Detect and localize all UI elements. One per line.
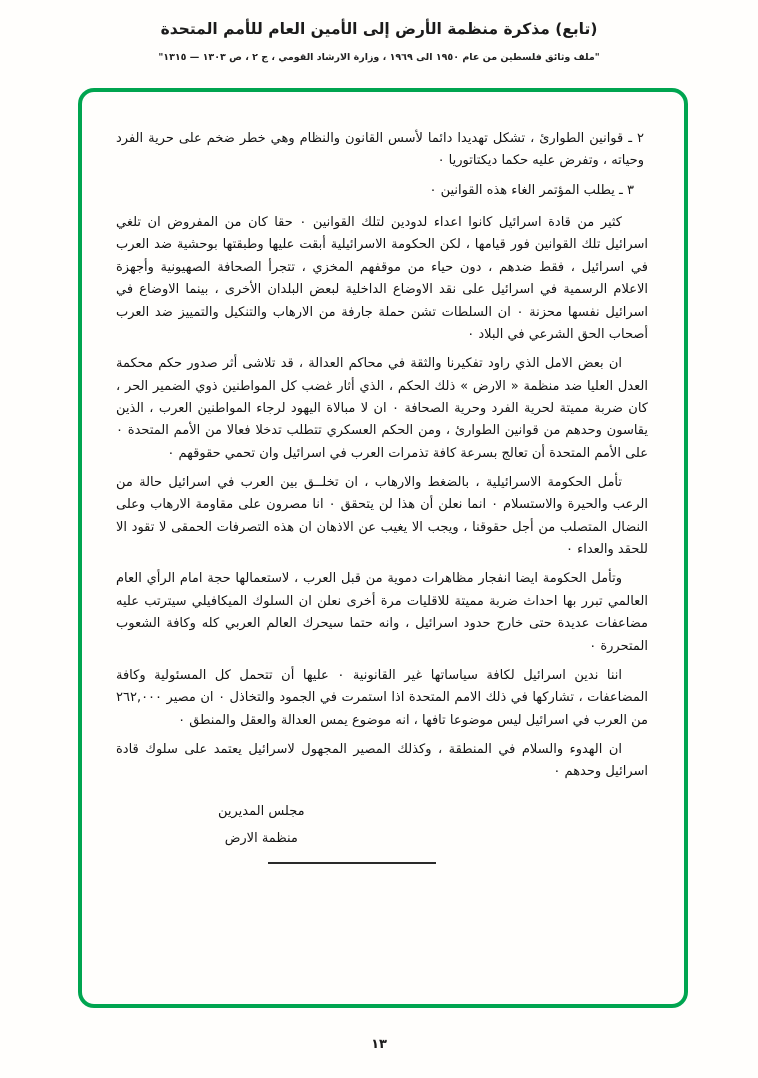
body-paragraph-5: اننا ندين اسرائيل لكافة سياساتها غير القانونية ٠ عليها أن تتحمل كل المسئولية وكافة المضاعفات ، تشاركها في ذلك الامم المتحدة اذا استمرت في الجمود والتخاذل ٠ ان مصير ٢٦٢,٠٠٠ من العرب في اسرائيل ليس موضوعا تافها ، انه موضوع يمس العدالة والعقل والمنطق ٠ [116, 667, 649, 728]
document-header [0, 0, 758, 63]
body-paragraph-3: تأمل الحكومة الاسرائيلية ، بالضغط والارهاب ، ان تخلــق بين العرب في اسرائيل حالة من الرعب والحيرة والاستسلام ٠ انما نعلن أن هذا لن يتحقق ٠ انا مصرون على مقاومة الارهاب وعلى النضال المتصلب من أجل حقوقنا ، ويجب الا يغيب عن الاذهان ان هذه التصرفات الحمقى لا تقود الا للحقد والعداء ٠ [116, 475, 648, 558]
body-paragraph-2: ان بعض الامل الذي راود تفكيرنا والثقة في محاكم العدالة ، قد تلاشى أثر صدور حكم محكمة العدل العليا ضد منظمة « الارض » ذلك الحكم ، الذي أثار غضب كل المواطنين ذوي الضمير الحر ، كان ضربة مميتة لحرية الفرد وحرية الصحافة ٠ ان لا مبالاة اليهود لرجاء المواطنين العرب ، الذين يقاسون وحدهم من قوانين الطوارئ ، ومن الحكم العسكري تتطلب تدخلا فعالا من الأمم المتحدة ٠ على الأمم المتحدة أن تعالج بسرعة كافة تذمرات العرب في اسرائيل وان تحمي حقوقهم ٠ [116, 356, 648, 461]
body-paragraph-4: وتأمل الحكومة ايضا انفجار مظاهرات دموية من قبل العرب ، لاستعمالها حجة امام الرأي العام العالمي تبرر بها احداث ضربة مميتة للاقليات مرة أخرى نعلن ان السلوك الميكافيلي سيترتب عليه مضاعفات عديدة حتى خارج حدود اسرائيل ، وانه حتما سيحرك العالم العربي كله وكافة الشعوب المتحررة ٠ [116, 571, 648, 654]
signature-line-board: مجلس المديرين [218, 803, 305, 819]
document-source-line: "ملف وثائق فلسطين من عام ١٩٥٠ الى ١٩٦٩ ، وزارة الارشاد القومي ، ج ٢ ، ص ١٣٠٣ — ١٣١٥" [158, 52, 600, 63]
body-paragraph-1: كثير من قادة اسرائيل كانوا اعداء لدودين لتلك القوانين ٠ حقا كان من المفروض ان تلغي اسرائيل تلك القوانين فور قيامها ، لكن الحكومة الاسرائيلية أبقت عليها وطبقتها بوحشية ضد العرب في اسرائيل ، فقط ضدهم ، دون حياء من موقفهم المخزي ، تتجرأ الصحافة الصهيونية وأجهزة الاعلام الرسمية في اسرائيل على نقد الاوضاع الداخلية لبعض البلدان الأخرى ، بينما الاوضاع في اسرائيل نفسها محزنة ٠ ان السلطات تشن حملة جارفة من الارهاب والتنكيل والتمييز ضد العرب أصحاب الحق الشرعي في البلاد ٠ [116, 215, 648, 342]
document-body [116, 128, 648, 864]
document-title: (تابع) مذكرة منظمة الأرض إلى الأمين العام للأمم المتحدة [160, 20, 598, 38]
page-number: ١٣ [371, 1037, 387, 1052]
content-frame [78, 88, 688, 1008]
numbered-item-3: ٣ ـ يطلب المؤتمر الغاء هذه القوانين ٠ [429, 182, 634, 198]
numbered-item-2: ٢ ـ قوانين الطوارئ ، تشكل تهديدا دائما لأسس القانون والنظام وهي خطر ضخم على حرية الفرد وحياته ، وتفرض عليه حكما ديكتاتوريا ٠ [116, 131, 644, 169]
signature-divider [268, 862, 436, 864]
signature-block [218, 798, 305, 853]
body-paragraph-6: ان الهدوء والسلام في المنطقة ، وكذلك المصير المجهول لاسرائيل يعتمد على سلوك قادة اسرائيل وحدهم ٠ [116, 741, 648, 780]
signature-line-organization: منظمة الارض [224, 831, 298, 846]
